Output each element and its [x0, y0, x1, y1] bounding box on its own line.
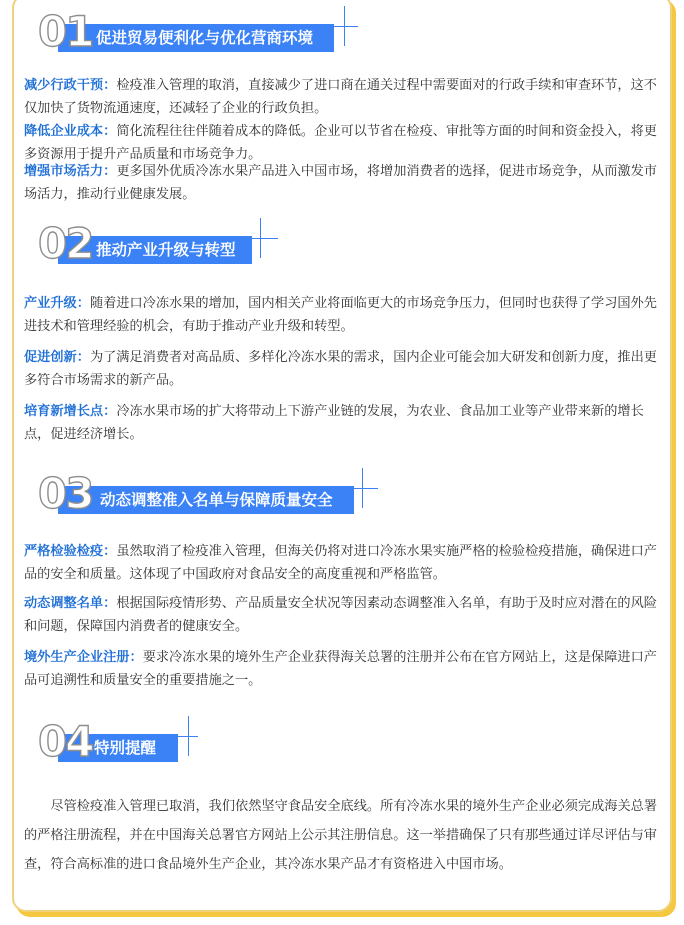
section-title: 推动产业升级与转型 [96, 241, 236, 259]
list-item [24, 346, 664, 392]
closing-paragraph: 尽管检疫准入管理已取消，我们依然坚守食品安全底线。所有冷冻水果的境外生产企业必须完成海关总署的严格注册流程，并在中国海关总署官方网站上公示其注册信息。这一举措确保了只有那些通过详尽评估与审查，符合高标准的进口食品境外生产企业，其冷冻水果产品才有资格进入中国市场。 [24, 799, 658, 872]
list-item [24, 646, 664, 692]
item-label: 动态调整名单： [24, 596, 117, 611]
section-number: 04 [38, 717, 93, 766]
section-title: 促进贸易便利化与优化营商环境 [96, 29, 314, 47]
list-item [24, 74, 664, 120]
section-2-header [38, 219, 278, 270]
list-item [24, 292, 664, 338]
list-item [24, 160, 664, 206]
item-label: 境外生产企业注册： [24, 650, 143, 665]
item-text: 为了满足消费者对高品质、多样化冷冻水果的需求，国内企业可能会加大研发和创新力度，推出更多符合市场需求的新产品。 [24, 350, 657, 388]
list-item [24, 400, 664, 446]
item-label: 促进创新： [24, 350, 90, 365]
item-label: 产业升级： [24, 296, 90, 311]
decor-line [198, 238, 278, 239]
item-text: 更多国外优质冷冻水果产品进入中国市场，将增加消费者的选择，促进市场竞争，从而激发市场活力，推动行业健康发展。 [24, 164, 657, 202]
item-text: 随着进口冷冻水果的增加，国内相关产业将面临更大的市场竞争压力，但同时也获得了学习国外先进技术和管理经验的机会，有助于推动产业升级和转型。 [24, 296, 657, 334]
section-title: 动态调整准入名单与保障质量安全 [100, 491, 333, 509]
item-text: 要求冷冻水果的境外生产企业获得海关总署的注册并公布在官方网站上，这是保障进口产品可追溯性和质量安全的重要措施之一。 [24, 650, 657, 688]
item-text: 简化流程往往伴随着成本的降低。企业可以节省在检疫、审批等方面的时间和资金投入，将更多资源用于提升产品质量和市场竞争力。 [24, 124, 657, 162]
section-title: 特别提醒 [94, 739, 157, 757]
item-label: 严格检验检疫： [24, 544, 117, 559]
item-text: 根据国际疫情形势、产品质量安全状况等因素动态调整准入名单，有助于及时应对潜在的风险和问题，保障国内消费者的健康安全。 [24, 596, 657, 634]
item-text: 虽然取消了检疫准入管理，但海关仍将对进口冷冻水果实施严格的检验检疫措施，确保进口产品的安全和质量。这体现了中国政府对食品安全的高度重视和严格监管。 [24, 544, 657, 582]
item-label: 降低企业成本： [24, 124, 117, 139]
item-label: 减少行政干预： [24, 78, 117, 93]
item-text: 检疫准入管理的取消，直接减少了进口商在通关过程中需要面对的行政手续和审查环节，这不仅加快了货物流通速度，还减轻了企业的行政负担。 [24, 78, 657, 116]
list-item [24, 592, 664, 638]
item-label: 培育新增长点： [24, 404, 117, 419]
section-1-header [38, 7, 358, 58]
item-label: 增强市场活力： [24, 164, 117, 179]
section-number: 02 [38, 219, 93, 268]
section-number: 01 [38, 7, 93, 56]
decor-line [148, 736, 198, 737]
section-4-header [38, 717, 198, 768]
section-3-header [38, 469, 378, 520]
decor-line [288, 488, 378, 489]
item-text: 冷冻水果市场的扩大将带动上下游产业链的发展，为农业、食品加工业等产业带来新的增长点，促进经济增长。 [24, 404, 644, 442]
decor-line [268, 26, 358, 27]
list-item [24, 540, 664, 586]
section-number: 03 [38, 469, 93, 518]
